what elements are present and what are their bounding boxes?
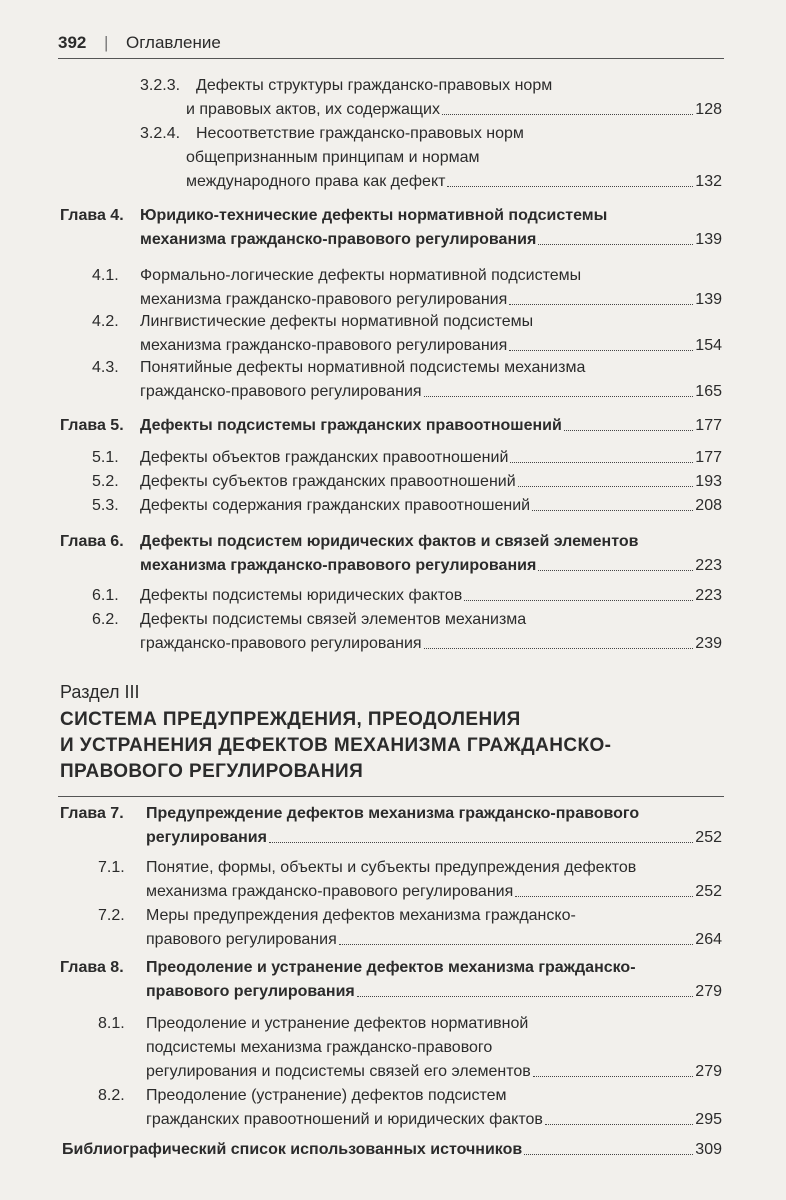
toc-page-number: 177 bbox=[695, 449, 722, 466]
toc-entry-title: Библиографический список использованных источников bbox=[62, 1141, 523, 1158]
toc-entry-title: международного права как дефект bbox=[186, 173, 446, 190]
toc-entry-title: правового регулирования bbox=[146, 931, 337, 948]
toc-entry-last-line bbox=[140, 416, 722, 436]
toc-entry-line: Формально-логические дефекты нормативной подсистемы bbox=[140, 267, 582, 284]
toc-page-number: 309 bbox=[695, 1141, 722, 1158]
toc-entry-title: гражданско-правового регулирования bbox=[140, 383, 422, 400]
toc-entry-last-line bbox=[140, 230, 722, 250]
section-label: Раздел III bbox=[60, 682, 140, 702]
toc-page-number: 139 bbox=[695, 291, 722, 308]
section-rule bbox=[58, 796, 724, 797]
toc-entry-last-line bbox=[146, 1062, 722, 1082]
toc-entry-line: общепризнанным принципам и нормам bbox=[186, 149, 480, 166]
toc-entry-line: Преодоление и устранение дефектов нормативной bbox=[146, 1015, 529, 1032]
toc-entry-title: механизма гражданско-правового регулирования bbox=[146, 883, 514, 900]
toc-entry-last-line bbox=[146, 982, 722, 1002]
toc-entry-title: Дефекты объектов гражданских правоотношений bbox=[140, 449, 509, 466]
toc-entry-number: 8.1. bbox=[98, 1015, 125, 1032]
toc-page-number: 295 bbox=[695, 1111, 722, 1128]
toc-entry-line: Преодоление и устранение дефектов механизма гражданско- bbox=[146, 959, 636, 976]
dot-leader bbox=[538, 570, 693, 571]
dot-leader bbox=[533, 1076, 694, 1077]
toc-page-number: 252 bbox=[695, 883, 722, 900]
section-title-line: И УСТРАНЕНИЯ ДЕФЕКТОВ МЕХАНИЗМА ГРАЖДАНСКО- bbox=[60, 735, 612, 756]
toc-entry-title: механизма гражданско-правового регулирования bbox=[140, 231, 537, 248]
dot-leader bbox=[442, 114, 693, 115]
toc-entry-title: регулирования и подсистемы связей его элементов bbox=[146, 1063, 531, 1080]
toc-entry-number: 5.3. bbox=[92, 497, 119, 514]
toc-entry-number: 6.2. bbox=[92, 611, 119, 628]
toc-entry-last-line bbox=[140, 472, 722, 492]
toc-page-number: 223 bbox=[695, 587, 722, 604]
toc-page-number: 128 bbox=[695, 101, 722, 118]
section-title-line: СИСТЕМА ПРЕДУПРЕЖДЕНИЯ, ПРЕОДОЛЕНИЯ bbox=[60, 709, 521, 730]
toc-entry-number: Глава 5. bbox=[60, 417, 124, 434]
toc-entry-last-line bbox=[146, 882, 722, 902]
dot-leader bbox=[269, 842, 693, 843]
toc-entry-last-line bbox=[186, 172, 722, 192]
toc-entry-last-line bbox=[140, 448, 722, 468]
toc-entry-number: 6.1. bbox=[92, 587, 119, 604]
toc-entry-title: Дефекты подсистемы гражданских правоотношений bbox=[140, 417, 562, 434]
toc-page-number: 279 bbox=[695, 983, 722, 1000]
toc-entry-line: Меры предупреждения дефектов механизма гражданско- bbox=[146, 907, 576, 924]
toc-entry-number: Глава 6. bbox=[60, 533, 124, 550]
toc-entry-line: Понятийные дефекты нормативной подсистемы механизма bbox=[140, 359, 586, 376]
toc-page-number: 132 bbox=[695, 173, 722, 190]
toc-entry-title: правового регулирования bbox=[146, 983, 355, 1000]
toc-entry-last-line bbox=[140, 290, 722, 310]
toc-page-number: 239 bbox=[695, 635, 722, 652]
toc-entry-line: Дефекты подсистемы связей элементов механизма bbox=[140, 611, 527, 628]
toc-entry-title: механизма гражданско-правового регулирования bbox=[140, 291, 508, 308]
toc-page-number: 264 bbox=[695, 931, 722, 948]
toc-entry-title: Дефекты подсистемы юридических фактов bbox=[140, 587, 463, 604]
toc-entry-line: Предупреждение дефектов механизма гражданско-правового bbox=[146, 805, 640, 822]
toc-entry-line: подсистемы механизма гражданско-правового bbox=[146, 1039, 493, 1056]
toc-entry-number: 4.2. bbox=[92, 313, 119, 330]
dot-leader bbox=[515, 896, 693, 897]
toc-entry-last-line bbox=[140, 382, 722, 402]
toc-entry-number: 5.2. bbox=[92, 473, 119, 490]
toc-entry-number: 4.1. bbox=[92, 267, 119, 284]
toc-entry-line: Понятие, формы, объекты и субъекты предупреждения дефектов bbox=[146, 859, 637, 876]
toc-entry-number: 7.2. bbox=[98, 907, 125, 924]
toc-entry-line: Лингвистические дефекты нормативной подсистемы bbox=[140, 313, 534, 330]
toc-page-number: 193 bbox=[695, 473, 722, 490]
toc-page-number: 177 bbox=[695, 417, 722, 434]
toc-entry-title: механизма гражданско-правового регулирования bbox=[140, 557, 537, 574]
dot-leader bbox=[538, 244, 693, 245]
toc-entry-number: 4.3. bbox=[92, 359, 119, 376]
dot-leader bbox=[447, 186, 693, 187]
dot-leader bbox=[532, 510, 693, 511]
dot-leader bbox=[424, 396, 694, 397]
dot-leader bbox=[524, 1154, 693, 1155]
section-title-line: ПРАВОВОГО РЕГУЛИРОВАНИЯ bbox=[60, 761, 364, 782]
toc-entry-last-line bbox=[140, 586, 722, 606]
toc-page-number: 139 bbox=[695, 231, 722, 248]
toc-entry-last-line bbox=[140, 496, 722, 516]
toc-entry-number: 7.1. bbox=[98, 859, 125, 876]
page-header bbox=[58, 30, 724, 59]
header-title: Оглавление bbox=[126, 33, 221, 52]
dot-leader bbox=[518, 486, 694, 487]
toc-entry-title: гражданских правоотношений и юридических фактов bbox=[146, 1111, 543, 1128]
toc-entry-line: Несоответствие гражданско-правовых норм bbox=[196, 125, 524, 142]
toc-entry-last-line bbox=[146, 1110, 722, 1130]
toc-entry-last-line bbox=[140, 336, 722, 356]
dot-leader bbox=[509, 350, 693, 351]
toc-entry-number: Глава 8. bbox=[60, 959, 124, 976]
toc-entry-number: Глава 4. bbox=[60, 207, 124, 224]
toc-page-number: 279 bbox=[695, 1063, 722, 1080]
toc-page-number: 165 bbox=[695, 383, 722, 400]
toc-entry-line: Юридико-технические дефекты нормативной подсистемы bbox=[140, 207, 608, 224]
header-separator: | bbox=[104, 33, 109, 52]
toc-page-number: 154 bbox=[695, 337, 722, 354]
toc-entry-title: и правовых актов, их содержащих bbox=[186, 101, 440, 118]
toc-entry-title: регулирования bbox=[146, 829, 267, 846]
page-number: 392 bbox=[58, 33, 87, 52]
dot-leader bbox=[464, 600, 693, 601]
toc-page-number: 223 bbox=[695, 557, 722, 574]
toc-entry-number: 5.1. bbox=[92, 449, 119, 466]
dot-leader bbox=[424, 648, 694, 649]
dot-leader bbox=[357, 996, 694, 997]
toc-entry-last-line bbox=[62, 1140, 722, 1160]
dot-leader bbox=[564, 430, 693, 431]
toc-entry-title: гражданско-правового регулирования bbox=[140, 635, 422, 652]
dot-leader bbox=[510, 462, 693, 463]
toc-entry-number: 3.2.4. bbox=[140, 125, 181, 142]
toc-entry-title: Дефекты субъектов гражданских правоотношений bbox=[140, 473, 516, 490]
toc-entry-line: Дефекты структуры гражданско-правовых норм bbox=[196, 77, 553, 94]
toc-entry-title: Дефекты содержания гражданских правоотношений bbox=[140, 497, 531, 514]
toc-entry-line: Дефекты подсистем юридических фактов и связей элементов bbox=[140, 533, 639, 550]
toc-entry-title: механизма гражданско-правового регулирования bbox=[140, 337, 508, 354]
toc-entry-last-line bbox=[186, 100, 722, 120]
toc-page-number: 208 bbox=[695, 497, 722, 514]
toc-page-number: 252 bbox=[695, 829, 722, 846]
dot-leader bbox=[339, 944, 694, 945]
dot-leader bbox=[509, 304, 693, 305]
toc-entry-number: Глава 7. bbox=[60, 805, 124, 822]
toc-entry-line: Преодоление (устранение) дефектов подсистем bbox=[146, 1087, 507, 1104]
toc-entry-number: 8.2. bbox=[98, 1087, 125, 1104]
dot-leader bbox=[545, 1124, 693, 1125]
toc-entry-last-line bbox=[140, 634, 722, 654]
toc-entry-number: 3.2.3. bbox=[140, 77, 181, 94]
toc-entry-last-line bbox=[146, 930, 722, 950]
toc-entry-last-line bbox=[146, 828, 722, 848]
toc-entry-last-line bbox=[140, 556, 722, 576]
